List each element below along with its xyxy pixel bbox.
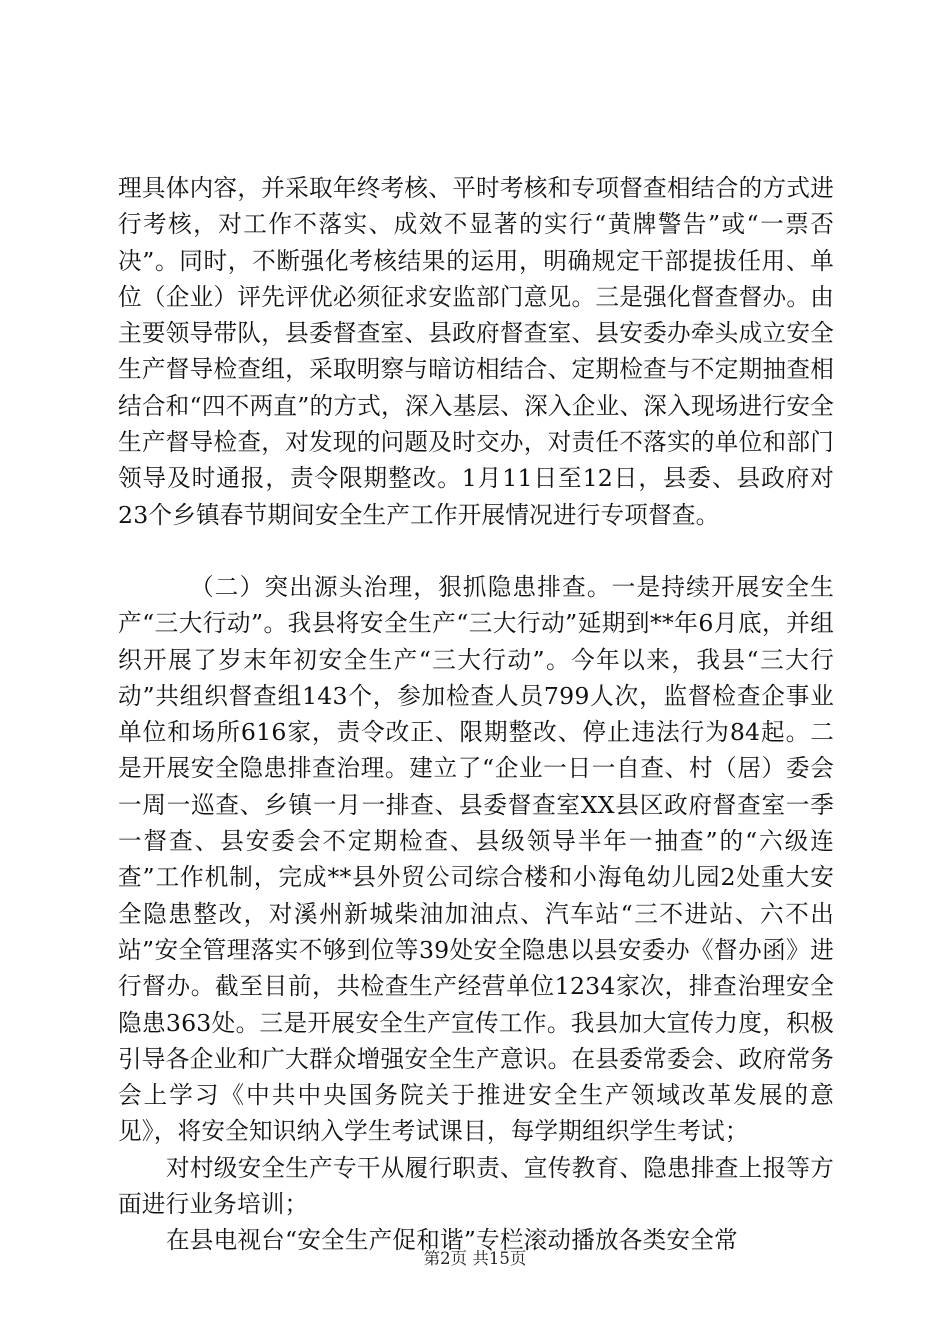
- paragraph-tv-broadcast: 在县电视台“安全生产促和谐”专栏滚动播放各类安全常: [166, 1226, 738, 1255]
- paragraph-training: 对村级安全生产专干从履行职责、宣传教育、隐患排查上报等方面进行业务培训；: [118, 1153, 834, 1219]
- page-number: 第2页 共15页: [423, 1249, 527, 1268]
- paragraph-section-two: （二）突出源头治理，狠抓隐患排查。一是持续开展安全生产“三大行动”。我县将安全生产“三大行动”延期到**年6月底，并组织开展了岁末年初安全生产“三大行动”。今年以来，我县“三大行动”共组织督查组143个，参加检查人员799人次，监督检查企事业单位和场所616家，责令改正、限期整改、停止违法行为84起。二是开展安全隐患排查治理。建立了“企业一日一自查、村（居）委会一周一巡查、乡镇一月一排查、县委督查室XX县区政府督查室一季一督查、县安委会不定期检查、县级领导半年一抽查”的“六级连查”工作机制，完成**县外贸公司综合楼和小海龟幼儿园2处重大安全隐患整改，对溪州新城柴油加油点、汽车站“三不进站、六不出站”安全管理落实不够到位等39处安全隐患以县安委办《督办函》进行督办。截至目前，共检查生产经营单位1234家次，排查治理安全隐患363处。三是开展安全生产宣传工作。我县加大宣传力度，积极引导各企业和广大群众增强安全生产意识。在县委常委会、政府常务会上学习《中共中央国务院关于推进安全生产领域改革发展的意见》，将安全知识纳入学生考试课目，每学期组织学生考试；: [118, 572, 834, 1146]
- page-footer: [0, 1248, 950, 1270]
- document-body: [118, 170, 834, 1259]
- paragraph-continued: 理具体内容，并采取年终考核、平时考核和专项督查相结合的方式进行考核，对工作不落实、成效不显著的实行“黄牌警告”或“一票否决”。同时，不断强化考核结果的运用，明确规定干部提拔任用、单位（企业）评先评优必须征求安监部门意见。三是强化督查督办。由主要领导带队，县委督查室、县政府督查室、县安委办牵头成立安全生产督导检查组，采取明察与暗访相结合、定期检查与不定期抽查相结合和“四不两直”的方式，深入基层、深入企业、深入现场进行安全生产督导检查，对发现的问题及时交办，对责任不落实的单位和部门领导及时通报，责令限期整改。1月11日至12日，县委、县政府对23个乡镇春节期间安全生产工作开展情况进行专项督查。: [118, 174, 834, 529]
